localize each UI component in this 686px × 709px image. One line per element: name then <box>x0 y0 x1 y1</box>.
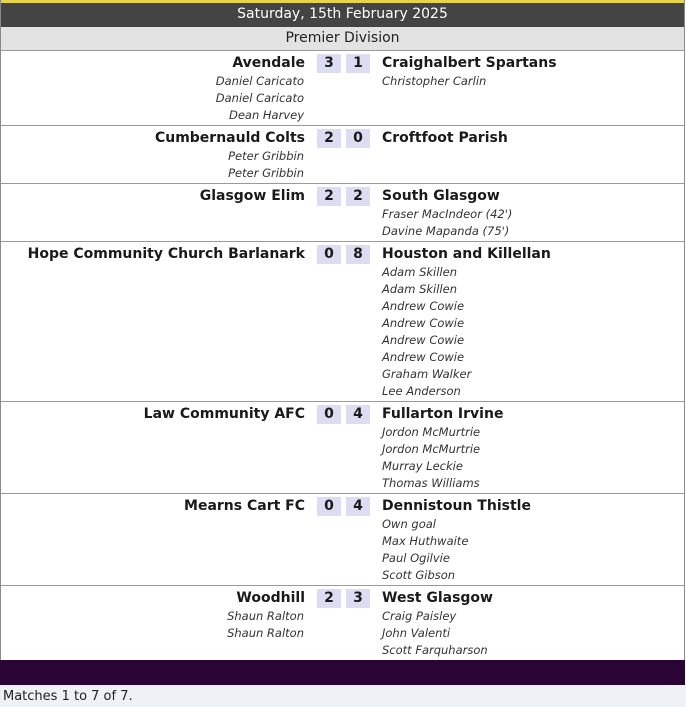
away-score: 2 <box>346 187 370 206</box>
scorer: Craig Paisley <box>382 609 457 623</box>
home-score: 2 <box>317 187 341 206</box>
match-row <box>1 242 684 402</box>
away-team-name[interactable]: Fullarton Irvine <box>382 406 504 422</box>
match-row <box>1 51 684 126</box>
away-team-name[interactable]: Dennistoun Thistle <box>382 498 531 514</box>
away-team-name[interactable]: West Glasgow <box>382 590 493 606</box>
home-score: 2 <box>317 129 341 148</box>
away-scorers-list <box>382 264 471 400</box>
home-team-name[interactable]: Cumbernauld Colts <box>154 130 305 146</box>
scorer: Andrew Cowie <box>382 350 465 364</box>
away-team-name[interactable]: South Glasgow <box>382 188 500 204</box>
home-team-name[interactable]: Woodhill <box>236 590 305 606</box>
scorer: Murray Leckie <box>382 459 463 473</box>
home-score: 3 <box>317 54 341 73</box>
scorer: John Valenti <box>382 626 451 640</box>
scorer: Paul Ogilvie <box>382 551 450 565</box>
scorer: Lee Anderson <box>382 384 461 398</box>
scorer: Peter Gribbin <box>228 149 304 163</box>
home-scorers-list <box>227 608 304 642</box>
scorer: Fraser MacIndeor (42') <box>382 207 513 221</box>
home-score: 0 <box>317 245 341 264</box>
scorer: Max Huthwaite <box>382 534 469 548</box>
match-row <box>1 494 684 586</box>
away-scorers-list <box>382 206 512 240</box>
home-team-name[interactable]: Avendale <box>232 55 305 71</box>
away-team-name[interactable]: Houston and Killellan <box>382 246 551 262</box>
home-team-name[interactable]: Law Community AFC <box>143 406 305 422</box>
pagination-status: Matches 1 to 7 of 7. <box>0 685 686 707</box>
away-score: 4 <box>346 405 370 424</box>
scorer: Andrew Cowie <box>382 299 465 313</box>
scorer: Davine Mapanda (75') <box>382 224 510 238</box>
division-header: Premier Division <box>1 27 684 51</box>
away-scorers-list <box>382 516 468 584</box>
date-header: Saturday, 15th February 2025 <box>1 0 684 27</box>
away-team-name[interactable]: Croftfoot Parish <box>382 130 508 146</box>
scorer: Shaun Ralton <box>227 609 304 623</box>
away-team-name[interactable]: Craighalbert Spartans <box>382 55 557 71</box>
scorer: Jordon McMurtrie <box>382 442 481 456</box>
home-score: 2 <box>317 589 341 608</box>
scorer: Andrew Cowie <box>382 316 465 330</box>
match-row <box>1 402 684 494</box>
home-score: 0 <box>317 405 341 424</box>
scorer: Daniel Caricato <box>215 74 304 88</box>
scorer: Christopher Carlin <box>382 74 487 88</box>
away-score: 0 <box>346 129 370 148</box>
away-scorers-list <box>382 608 488 659</box>
scorer: Andrew Cowie <box>382 333 465 347</box>
scorer: Adam Skillen <box>382 265 457 279</box>
away-score: 3 <box>346 589 370 608</box>
scorer: Scott Gibson <box>382 568 456 582</box>
match-row <box>1 586 684 661</box>
match-row <box>1 184 684 242</box>
home-score: 0 <box>317 497 341 516</box>
scorer: Jordon McMurtrie <box>382 425 481 439</box>
away-score: 4 <box>346 497 370 516</box>
away-score: 1 <box>346 54 370 73</box>
scorer: Thomas Williams <box>382 476 480 490</box>
scorer: Graham Walker <box>382 367 472 381</box>
away-scorers-list <box>382 73 486 90</box>
scorer: Daniel Caricato <box>215 91 304 105</box>
home-team-name[interactable]: Mearns Cart FC <box>184 498 305 514</box>
home-scorers-list <box>216 73 304 124</box>
home-scorers-list <box>228 148 304 182</box>
away-scorers-list <box>382 424 480 492</box>
home-team-name[interactable]: Hope Community Church Barlanark <box>27 246 305 262</box>
home-team-name[interactable]: Glasgow Elim <box>199 188 305 204</box>
scorer: Scott Farquharson <box>382 643 488 657</box>
away-score: 8 <box>346 245 370 264</box>
scorer: Dean Harvey <box>228 108 304 122</box>
scorer: Own goal <box>382 517 436 531</box>
table-footer-bar <box>0 660 685 685</box>
scorer: Peter Gribbin <box>228 166 304 180</box>
scorer: Adam Skillen <box>382 282 457 296</box>
scorer: Shaun Ralton <box>227 626 304 640</box>
match-row <box>1 126 684 184</box>
